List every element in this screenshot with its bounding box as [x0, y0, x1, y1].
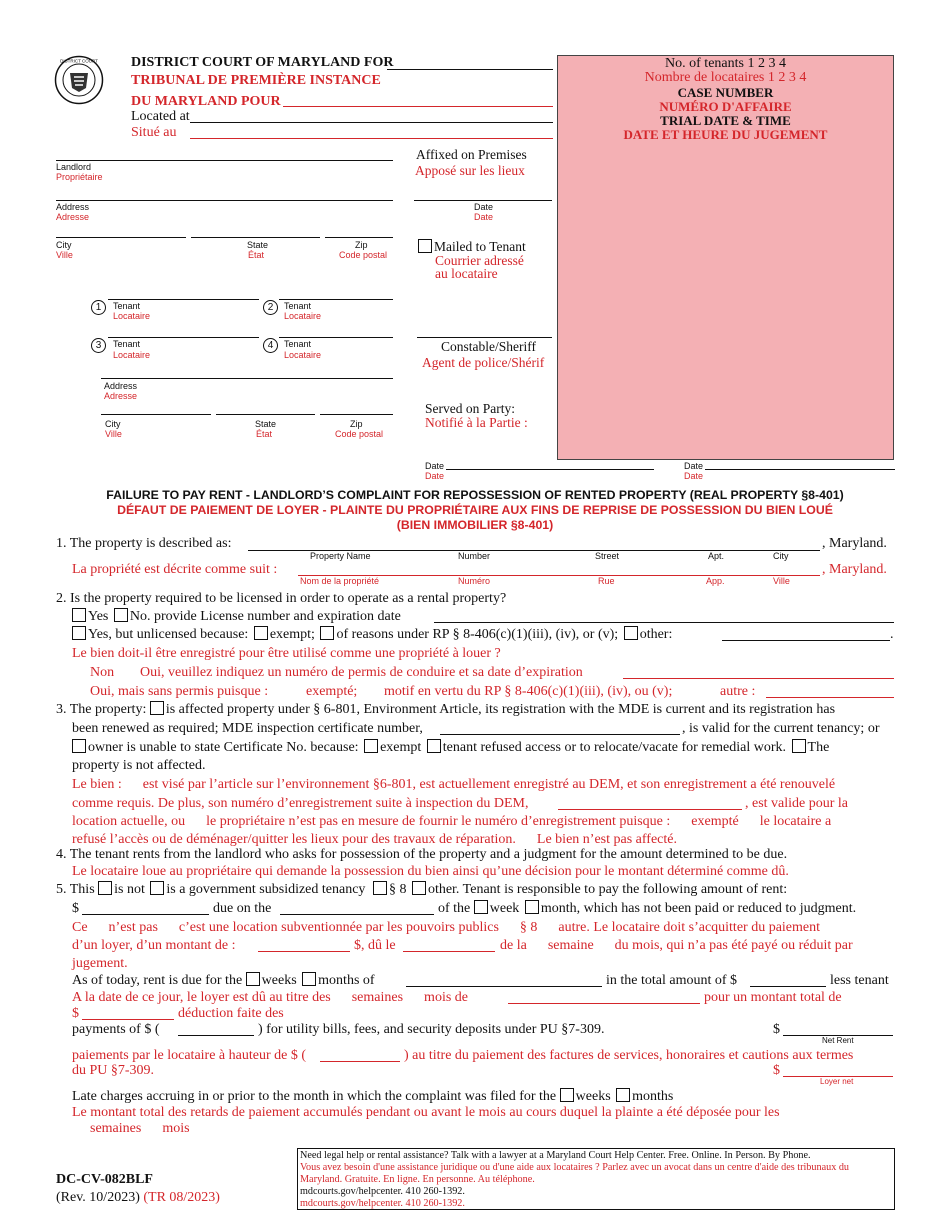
s5-u: months — [632, 1089, 674, 1104]
help-url-en[interactable]: mdcourts.gov/helpcenter. 410 260-1392. — [300, 1186, 465, 1197]
s5-q: ) for utility bills, fees, and security deposits under PU §7-309. — [258, 1022, 605, 1037]
landlord-state-line[interactable] — [191, 237, 320, 238]
s5-total-amount-line-fr[interactable] — [82, 1019, 174, 1020]
s3-a: 3. The property: — [56, 702, 147, 717]
s3-fr2a: comme requis. De plus, son numéro d’enregistrement suite à inspection du DEM, — [72, 796, 529, 811]
s2-question-fr: Le bien doit-il être enregistré pour être utilisé comme une propriété à louer ? — [72, 646, 501, 661]
s5-line2b — [438, 900, 856, 917]
tenant-1-line[interactable] — [108, 299, 259, 300]
mailed-label: Mailed to Tenant — [434, 239, 526, 254]
tenant-2-label-fr: Locataire — [284, 311, 322, 321]
s1-header-apt: Apt. — [708, 551, 725, 561]
s5-fr4a: A la date de ce jour, le loyer est dû au titre des semaines mois de — [72, 990, 468, 1005]
s2-other-line-fr[interactable] — [766, 697, 894, 698]
s2-non-fr: Non — [90, 665, 115, 680]
s3-line3 — [72, 739, 829, 756]
tenant-3-number: 3 — [91, 338, 106, 353]
s5-o: less tenant — [830, 973, 889, 988]
s5-fr3: jugement. — [72, 956, 128, 971]
s1-label-fr: La propriété est décrite comme suit : — [72, 562, 278, 577]
s2-yes-checkbox[interactable] — [72, 608, 86, 622]
s3-not-affected-checkbox[interactable] — [792, 739, 806, 753]
s1-label: 1. The property is described as: — [56, 536, 232, 551]
tenant-3-label: Tenant — [113, 339, 141, 349]
landlord-address-line[interactable] — [56, 200, 393, 201]
constable-label-fr: Agent de police/Shérif — [422, 355, 545, 370]
tenant-4-label-fr: Locataire — [284, 350, 322, 360]
landlord-zip-label-fr: Code postal — [339, 250, 388, 260]
s1-header-street: Street — [595, 551, 620, 561]
served-date-line-1[interactable] — [446, 469, 654, 470]
s2-yes-label: Yes — [88, 609, 109, 624]
s5-s: Late charges accruing in or prior to the month in which the complaint was filed for the — [72, 1089, 557, 1104]
s3-h: The — [807, 740, 830, 755]
s5-is-checkbox[interactable] — [150, 881, 164, 895]
s5-s8-checkbox[interactable] — [373, 881, 387, 895]
landlord-city-label-fr: Ville — [56, 250, 73, 260]
s5-p: payments of $ ( — [72, 1022, 160, 1037]
tenant-city-label-fr: Ville — [105, 429, 122, 439]
s5-f: $ — [72, 901, 79, 916]
trial-date-label-fr: DATE ET HEURE DU JUGEMENT — [623, 127, 828, 142]
s2-no-label: No. provide License number and expiration date — [129, 609, 401, 624]
form-rev: (Rev. 10/2023) — [56, 1190, 140, 1205]
s5-total-amount-line[interactable] — [750, 986, 826, 987]
court-county-line[interactable] — [387, 69, 553, 70]
mailed-label-fr1: Courrier adressé — [435, 253, 524, 268]
tenant-3-label-fr: Locataire — [113, 350, 151, 360]
s3-exempt-checkbox[interactable] — [364, 739, 378, 753]
s5-c: is a government subsidized tenancy — [166, 882, 366, 897]
help-url-fr[interactable]: mdcourts.gov/helpcenter. 410 260-1392. — [300, 1198, 465, 1209]
s3-affected-checkbox[interactable] — [150, 701, 164, 715]
s3-e: owner is unable to state Certificate No. because: — [88, 740, 359, 755]
located-at-label: Located at — [131, 109, 190, 124]
case-number-label: CASE NUMBER — [677, 85, 774, 100]
landlord-address-label-fr: Adresse — [56, 212, 90, 222]
s2-period: . — [890, 627, 894, 642]
trial-date-label: TRIAL DATE & TIME — [660, 113, 791, 128]
s5-is-not-checkbox[interactable] — [98, 881, 112, 895]
s2-other-label: other: — [639, 627, 673, 642]
landlord-state-label-fr: État — [248, 250, 265, 260]
constable-label: Constable/Sheriff — [441, 339, 536, 354]
s2-reasons-label: of reasons under RP § 8-406(c)(1)(iii), (iv), or (v); — [336, 627, 619, 642]
tenant-2-label: Tenant — [284, 301, 312, 311]
s5-due-date-line-fr[interactable] — [403, 951, 495, 952]
s1-fr-city: Ville — [773, 576, 790, 586]
court-title-fr2: DU MARYLAND POUR — [131, 94, 281, 109]
served-date-line-2[interactable] — [705, 469, 895, 470]
situe-au-label: Situé au — [131, 125, 177, 140]
s2-license-line[interactable] — [434, 622, 894, 623]
s2-row2 — [72, 626, 672, 643]
s2-unlicensed-checkbox[interactable] — [72, 626, 86, 640]
s5-rent-amount-line[interactable] — [82, 914, 209, 915]
served-date-label-1: Date — [425, 461, 445, 471]
s5-due-date-line[interactable] — [280, 914, 434, 915]
tenant-2-line[interactable] — [279, 299, 393, 300]
s5-payments-line-fr[interactable] — [320, 1061, 400, 1062]
s5-r: $ — [773, 1022, 780, 1037]
s5-fr5a: $ — [72, 1006, 79, 1021]
s1-fr-apt: App. — [706, 576, 725, 586]
form-title-fr1: DÉFAUT DE PAIEMENT DE LOYER - PLAINTE DU PROPRIÉTAIRE AUX FINS DE REPRISE DE POSSESSION DU BIEN LOUÉ — [117, 503, 833, 517]
s1-header-name: Property Name — [310, 551, 371, 561]
affixed-label: Affixed on Premises — [416, 147, 527, 162]
tenant-count-fr: Nombre de locataires 1 2 3 4 — [644, 70, 807, 85]
s3-fr3: location actuelle, ou le propriétaire n’est pas en mesure de fournir le numéro d’enregistrement puisque : exempté le locataire a — [72, 814, 832, 829]
s3-f: exempt — [380, 740, 422, 755]
landlord-label: Landlord — [56, 162, 92, 172]
tenant-address-label-fr: Adresse — [104, 391, 138, 401]
s2-unlicensed-fr: Oui, mais sans permis puisque : — [90, 684, 269, 699]
s5-late-weeks-checkbox[interactable] — [560, 1088, 574, 1102]
s5-line-late — [72, 1088, 673, 1105]
s5-e: other. Tenant is responsible to pay the following amount of rent: — [427, 882, 788, 897]
affixed-label-fr: Apposé sur les lieux — [415, 163, 525, 178]
tenant-state-label-fr: État — [256, 429, 273, 439]
s2-reasons-checkbox[interactable] — [320, 626, 334, 640]
tenant-state-line[interactable] — [216, 414, 315, 415]
s1-fr-name: Nom de la propriété — [300, 576, 380, 586]
served-date-label-1-fr: Date — [425, 471, 445, 481]
court-title-fr1: TRIBUNAL DE PREMIÈRE INSTANCE — [131, 73, 381, 88]
s5-k: As of today, rent is due for the — [72, 973, 243, 988]
s5-months-of-line-fr[interactable] — [508, 1003, 700, 1004]
landlord-zip-line[interactable] — [325, 237, 393, 238]
s2-other-line[interactable] — [722, 640, 890, 641]
served-date-label-2-fr: Date — [684, 471, 704, 481]
s5-line1 — [56, 881, 787, 898]
s2-no-checkbox[interactable] — [114, 608, 128, 622]
s5-n: in the total amount of $ — [606, 973, 738, 988]
tenant-2-number: 2 — [263, 300, 278, 315]
s4-text-fr: Le locataire loue au propriétaire qui demande la possession du bien ainsi qu’une décision pour le montant déterminé comme dû. — [72, 864, 789, 879]
tenant-state-label: State — [255, 419, 277, 429]
s5-l: weeks — [261, 973, 297, 988]
mailed-label-fr2: au locataire — [435, 266, 498, 281]
tenant-1-label-fr: Locataire — [113, 311, 151, 321]
landlord-line[interactable] — [56, 160, 393, 161]
landlord-city-label: City — [56, 240, 72, 250]
s5-fr2b: $, dû le — [354, 938, 396, 953]
s1-fr-number: Numéro — [458, 576, 491, 586]
s5-payments-line[interactable] — [178, 1035, 254, 1036]
court-seal-icon — [54, 55, 104, 105]
s5-b: is not — [114, 882, 145, 897]
s2-oui-fr: Oui, veuillez indiquez un numéro de permis de conduire et sa date d’expiration — [140, 665, 583, 680]
court-county-line-fr[interactable] — [283, 106, 553, 107]
tenant-address-label: Address — [104, 381, 138, 391]
s5-fr8: Le montant total des retards de paiement accumulés pendant ou avant le mois au cours duquel la plainte a été déposée pour les — [72, 1105, 780, 1120]
help-text-en: Need legal help or rental assistance? Talk with a lawyer at a Maryland Court Help Center. Free. Online. In Person. By Phone. — [300, 1150, 811, 1161]
situe-au-line[interactable] — [190, 138, 553, 139]
tenant-city-label: City — [105, 419, 121, 429]
s5-fr5b: déduction faite des — [178, 1006, 284, 1021]
s2-exempt-checkbox[interactable] — [254, 626, 268, 640]
s4-text: 4. The tenant rents from the landlord who asks for possession of the property and a judgment for the amount determined to be due. — [56, 847, 788, 862]
svg-text:DISTRICT COURT: DISTRICT COURT — [60, 58, 98, 64]
s3-line1 — [56, 701, 906, 718]
s5-g: due on the — [213, 901, 272, 916]
s5-fr7b: $ — [773, 1063, 780, 1078]
s5-other-checkbox[interactable] — [412, 881, 426, 895]
affixed-date-label: Date — [474, 202, 494, 212]
s3-i: property is not affected. — [72, 758, 206, 773]
affixed-date-line[interactable] — [414, 200, 552, 201]
s2-question: 2. Is the property required to be licensed in order to operate as a rental property? — [56, 591, 507, 606]
tenant-1-number: 1 — [91, 300, 106, 315]
s3-g: tenant refused access or to relocate/vacate for remedial work. — [442, 740, 787, 755]
s5-h: of the — [438, 901, 471, 916]
s5-week-checkbox[interactable] — [474, 900, 488, 914]
tenant-count-en: No. of tenants 1 2 3 4 — [665, 56, 786, 71]
s3-mde-line-fr[interactable] — [558, 809, 742, 810]
s5-months-checkbox[interactable] — [302, 972, 316, 986]
s1-fr-street: Rue — [598, 576, 615, 586]
landlord-address-label: Address — [56, 202, 90, 212]
s5-d: § 8 — [388, 882, 407, 897]
form-title-fr2: (BIEN IMMOBILIER §8-401) — [396, 518, 554, 532]
s5-weeks-checkbox[interactable] — [246, 972, 260, 986]
served-date-label-2: Date — [684, 461, 704, 471]
s3-unable-checkbox[interactable] — [72, 739, 86, 753]
s5-rent-amount-line-fr[interactable] — [258, 951, 350, 952]
s5-fr6a: paiements par le locataire à hauteur de $ ( — [72, 1048, 306, 1063]
s1-maryland-fr: , Maryland. — [822, 562, 887, 577]
s3-b: is affected property under § 6-801, Environment Article, its registration with the MDE is current and its registration has — [165, 702, 836, 717]
s5-fr2c: de la semaine du mois, qui n’a pas été payé ou réduit par — [500, 938, 853, 953]
located-at-line[interactable] — [190, 122, 553, 123]
s3-fr4: refusé l’accès ou de déménager/quitter les lieux pour des travaux de réparation. Le bien n’est pas affecté. — [72, 832, 677, 847]
s3-mde-line[interactable] — [440, 734, 680, 735]
s5-net-rent-label: Net Rent — [822, 1036, 854, 1045]
s1-maryland: , Maryland. — [822, 536, 887, 551]
s2-other-fr: autre : — [720, 684, 756, 699]
s5-fr1: Ce n’est pas c’est une location subventionnée par les pouvoirs publics § 8 autre. Le locataire doit s’acquitter du paiement — [72, 920, 821, 935]
landlord-label-fr: Propriétaire — [56, 172, 103, 182]
s5-line4 — [72, 972, 375, 989]
landlord-zip-label: Zip — [355, 240, 368, 250]
served-label: Served on Party: — [425, 401, 515, 416]
affixed-date-label-fr: Date — [474, 212, 494, 222]
s3-d: , is valid for the current tenancy; or — [682, 721, 880, 736]
tenant-4-number: 4 — [263, 338, 278, 353]
s3-fr2b: , est valide pour la — [745, 796, 849, 811]
s3-refused-checkbox[interactable] — [427, 739, 441, 753]
help-text-fr: Vous avez besoin d'une assistance juridique ou d'une aide aux locataires ? Parlez avec un avocat dans un centre d'aide des tribunaux du Maryland. Gratuite. En ligne. En personne. Au téléphone. — [300, 1162, 850, 1185]
s3-fr1: Le bien : est visé par l’article sur l’environnement §6-801, est actuellement enregistré au DEM, et son enregistrement a été renouvelé — [72, 777, 836, 792]
tenant-zip-label: Zip — [350, 419, 363, 429]
s2-reasons-fr: motif en vertu du RP § 8-406(c)(1)(iii), (iv), ou (v); — [384, 684, 673, 699]
s5-fr4b: pour un montant total de — [704, 990, 842, 1005]
s5-fr2a: d’un loyer, d’un montant de : — [72, 938, 236, 953]
s2-exempt-label: exempt; — [269, 627, 315, 642]
help-center-box — [297, 1148, 895, 1210]
tenant-zip-line[interactable] — [320, 414, 393, 415]
tenant-zip-label-fr: Code postal — [335, 429, 384, 439]
s5-months-of-line[interactable] — [406, 986, 602, 987]
case-number-label-fr: NUMÉRO D'AFFAIRE — [659, 99, 792, 114]
tenant-4-label: Tenant — [284, 339, 312, 349]
landlord-state-label: State — [247, 240, 269, 250]
form-tr: (TR 08/2023) — [143, 1190, 220, 1205]
form-id: DC-CV-082BLF — [56, 1172, 153, 1187]
s1-header-number: Number — [458, 551, 491, 561]
form-title-en: FAILURE TO PAY RENT - LANDLORD’S COMPLAINT FOR REPOSSESSION OF RENTED PROPERTY (REAL PROPERTY §8-401) — [106, 488, 844, 502]
tenant-4-line[interactable] — [279, 337, 393, 338]
s3-c: been renewed as required; MDE inspection certificate number, — [72, 721, 423, 736]
s5-m: months of — [318, 973, 375, 988]
served-label-fr: Notifié à la Partie : — [425, 415, 528, 430]
s5-j: month, which has not been paid or reduced to judgment. — [540, 901, 857, 916]
tenant-3-line[interactable] — [108, 337, 259, 338]
s5-fr6b: ) au titre du paiement des factures de services, honoraires et cautions aux termes — [404, 1048, 854, 1063]
s5-t: weeks — [575, 1089, 611, 1104]
s2-exempt-fr: exempté; — [306, 684, 358, 699]
court-title-en: DISTRICT COURT OF MARYLAND FOR — [131, 55, 394, 70]
tenant-address-line[interactable] — [101, 378, 393, 379]
s2-unlicensed-label: Yes, but unlicensed because: — [88, 627, 249, 642]
s2-other-checkbox[interactable] — [624, 626, 638, 640]
mailed-checkbox[interactable] — [418, 239, 432, 253]
s5-month-checkbox[interactable] — [525, 900, 539, 914]
tenant-city-line[interactable] — [101, 414, 211, 415]
s5-fr7: du PU §7-309. — [72, 1063, 155, 1078]
s5-a: 5. This — [56, 882, 95, 897]
s2-row1 — [72, 608, 401, 625]
s5-late-months-checkbox[interactable] — [616, 1088, 630, 1102]
s5-loyer-net-label: Loyer net — [820, 1077, 854, 1086]
s5-i: week — [489, 901, 520, 916]
tenant-1-label: Tenant — [113, 301, 141, 311]
landlord-city-line[interactable] — [56, 237, 186, 238]
form-revision — [56, 1190, 220, 1206]
s2-license-line-fr[interactable] — [623, 678, 894, 679]
s1-header-city: City — [773, 551, 789, 561]
s5-fr9: semaines mois — [90, 1121, 190, 1136]
